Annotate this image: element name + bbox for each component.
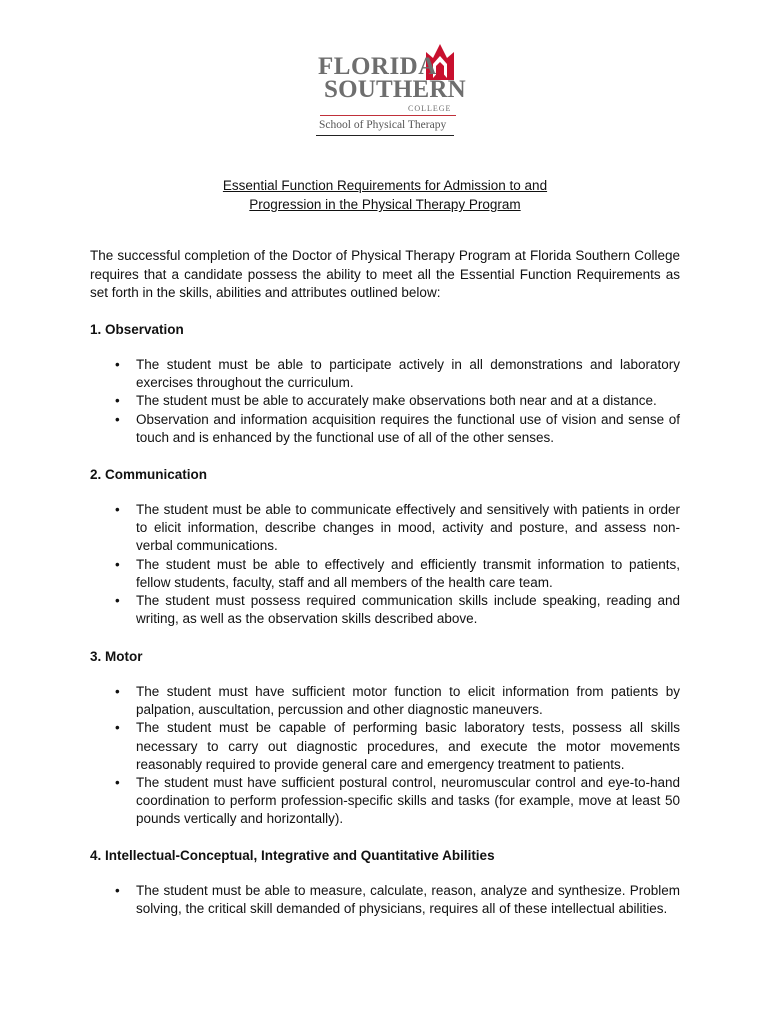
communication-list: [90, 501, 680, 628]
title-line-1: Essential Function Requirements for Admission to and: [222, 178, 548, 193]
list-item: • The student must be able to measure, calculate, reason, analyze and synthesize. Problem solving, the critical skill demanded of physicians, requires all of these intellectual abilities.: [115, 883, 680, 917]
logo-underline: [316, 135, 454, 136]
document-title: [0, 176, 770, 214]
title-line-2: Progression in the Physical Therapy Program: [249, 197, 521, 212]
list-item: • The student must possess required communication skills include speaking, reading and writing, as well as the observation skills described above.: [115, 593, 680, 627]
intro-paragraph: The successful completion of the Doctor of Physical Therapy Program at Florida Southern College requires that a candidate possess the ability to meet all the Essential Function Requirements as set forth in the skills, abilities and attributes outlined below:: [90, 248, 680, 300]
logo-wordmark-southern: SOUTHERN: [324, 76, 466, 103]
section-heading-intellectual: 4. Intellectual-Conceptual, Integrative and Quantitative Abilities: [90, 848, 495, 863]
logo-wordmark-college: COLLEGE: [408, 104, 452, 113]
list-item: • The student must be able to communicate effectively and sensitively with patients in order to elicit information, describe changes in mood, activity and posture, and assess non-verbal communications.: [115, 502, 680, 554]
list-item: • The student must be able to effectively and efficiently transmit information to patients, fellow students, faculty, staff and all members of the health care team.: [115, 556, 680, 590]
motor-list: [90, 683, 680, 829]
list-item: • The student must be able to accurately make observations both near and at a distance.: [115, 393, 657, 409]
list-item: • Observation and information acquisition requires the functional use of vision and sense of touch and is enhanced by the functional use of all of the other senses.: [115, 411, 680, 445]
section-heading-communication: 2. Communication: [90, 467, 208, 482]
college-logo: [316, 42, 466, 138]
logo-divider: [320, 115, 456, 116]
observation-list: [90, 356, 680, 447]
list-item: • The student must be capable of performing basic laboratory tests, possess all skills necessary to carry out diagnostic procedures, and execute the motor movements reasonably required to provide general care and emergency treatment to patients.: [115, 720, 680, 772]
section-heading-motor: 3. Motor: [90, 649, 143, 664]
list-item: • The student must have sufficient motor function to elicit information from patients by palpation, auscultation, percussion and other diagnostic maneuvers.: [115, 684, 680, 718]
list-item: • The student must be able to participate actively in all demonstrations and laboratory exercises throughout the curriculum.: [115, 357, 680, 391]
list-item: • The student must have sufficient postural control, neuromuscular control and eye-to-hand coordination to perform profession-specific skills and tasks (for example, move at least 50 pounds vertically and horizontally).: [115, 775, 680, 827]
intellectual-list: [90, 882, 680, 918]
logo-wordmark-florida: FLORIDA: [318, 53, 437, 80]
section-heading-observation: 1. Observation: [90, 322, 184, 337]
logo-school-name: School of Physical Therapy: [319, 119, 447, 131]
